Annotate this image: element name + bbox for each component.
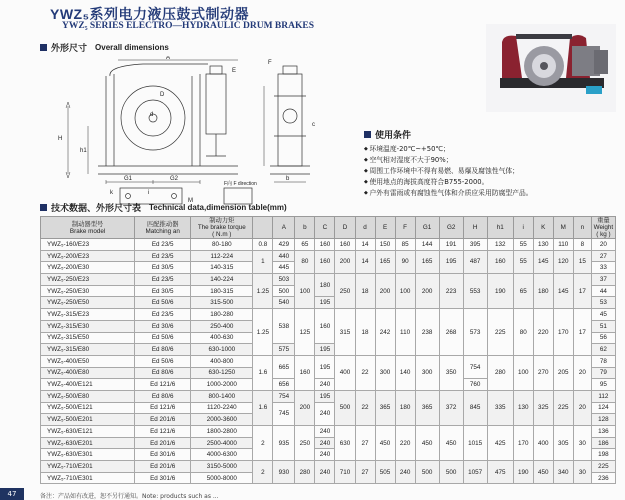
cell-n: 17: [573, 309, 591, 356]
cell-C: 195: [315, 355, 335, 378]
cell-weight: 112: [591, 390, 615, 402]
cell-F: 90: [395, 250, 415, 273]
cell-model: YWZ₅-250/E50: [41, 297, 135, 309]
col-header-b: b: [295, 217, 315, 239]
cell-G1: 238: [415, 309, 439, 356]
cell-C: 195: [315, 297, 335, 309]
col-header-i: i: [513, 217, 533, 239]
cell-C: 240: [315, 437, 335, 449]
cell-G2: 350: [439, 355, 463, 390]
cell-M: 340: [553, 461, 573, 484]
cell-weight: 124: [591, 402, 615, 414]
cell-K: 130: [533, 239, 553, 251]
cell-model: YWZ₅-630/E201: [41, 437, 135, 449]
cell-A: 445: [273, 262, 295, 274]
cell-b: 65: [295, 239, 315, 251]
cell-h1: 160: [487, 250, 513, 273]
cell-i: 170: [513, 426, 533, 461]
cell-F: 85: [395, 239, 415, 251]
condition-item: ◆ 周围工作环境中不得有易燃、易爆及腐蚀性气体；: [364, 166, 625, 177]
cell-n: 17: [573, 274, 591, 309]
cell-G2: 223: [439, 274, 463, 309]
cell-d: 14: [355, 239, 375, 251]
cell-C: 160: [315, 250, 335, 273]
cell-h1: 225: [487, 309, 513, 356]
cell-E: 300: [375, 355, 395, 390]
cell-F: 110: [395, 309, 415, 356]
cell-blank: 0.8: [253, 239, 273, 251]
cell-model: YWZ₅-400/E121: [41, 379, 135, 391]
cell-weight: 27: [591, 250, 615, 262]
cell-E: 450: [375, 426, 395, 461]
cell-C: 240: [315, 379, 335, 391]
cell-F: 240: [395, 461, 415, 484]
condition-item: ◆ 使用地点的海拔高度符合B755-2000。: [364, 177, 625, 188]
cell-n: 20: [573, 355, 591, 390]
cell-torque: 800-1400: [191, 390, 253, 402]
cell-d: 18: [355, 309, 375, 356]
cell-weight: 33: [591, 262, 615, 274]
cell-d: 18: [355, 274, 375, 309]
cell-E: 165: [375, 250, 395, 273]
cell-thruster: Ed 121/6: [135, 402, 191, 414]
cell-thruster: Ed 50/6: [135, 297, 191, 309]
cell-A: 500: [273, 285, 295, 297]
cell-d: 14: [355, 250, 375, 273]
cell-G2: 372: [439, 390, 463, 425]
cell-H: 573: [463, 309, 487, 356]
cell-model: YWZ₅-400/E80: [41, 367, 135, 379]
cell-d: 27: [355, 426, 375, 461]
col-header-blank: [253, 217, 273, 239]
cell-model: YWZ₅-500/E201: [41, 414, 135, 426]
dim-label-F: F: [268, 60, 272, 66]
cell-H: 1057: [463, 461, 487, 484]
cell-E: 505: [375, 461, 395, 484]
dim-label-H: H: [58, 136, 63, 142]
cell-G1: 500: [415, 461, 439, 484]
cell-d: 27: [355, 461, 375, 484]
col-header-A: A: [273, 217, 295, 239]
cell-G2: 268: [439, 309, 463, 356]
cell-blank: 1.6: [253, 355, 273, 390]
cell-M: 170: [553, 309, 573, 356]
cell-b: 280: [295, 461, 315, 484]
cell-thruster: Ed 23/5: [135, 309, 191, 321]
cell-thruster: Ed 23/5: [135, 274, 191, 286]
dim-label-h1: h1: [80, 148, 87, 154]
cell-E: 242: [375, 309, 395, 356]
dim-label-b: b: [286, 176, 290, 182]
cell-d: 22: [355, 390, 375, 425]
cell-torque: 180-315: [191, 285, 253, 297]
cell-weight: 225: [591, 461, 615, 473]
table-row: [41, 426, 616, 438]
table-row: [41, 309, 616, 321]
cell-thruster: Ed 201/6: [135, 437, 191, 449]
cell-A: 935: [273, 426, 295, 461]
dim-label-M: M: [188, 198, 193, 204]
table-header-row: [41, 217, 616, 239]
cell-F: 180: [395, 390, 415, 425]
cell-thruster: Ed 121/6: [135, 379, 191, 391]
cell-thruster: Ed 80/6: [135, 344, 191, 356]
cell-model: YWZ₅-160/E23: [41, 239, 135, 251]
col-header-M: M: [553, 217, 573, 239]
cell-torque: 140-224: [191, 274, 253, 286]
dim-label-d: d: [150, 112, 154, 118]
condition-item: ◆ 户外有雷雨或有腐蚀性气体和介质应采用防腐型产品。: [364, 188, 625, 199]
cell-model: YWZ₅-630/E301: [41, 449, 135, 461]
cell-weight: 44: [591, 285, 615, 297]
dim-label-G2: G2: [170, 176, 179, 182]
table-row: [41, 390, 616, 402]
col-header-D: D: [335, 217, 355, 239]
cell-thruster: Ed 80/6: [135, 390, 191, 402]
table-row: [41, 355, 616, 367]
cell-A: 754: [273, 390, 295, 402]
cell-weight: 20: [591, 239, 615, 251]
cell-blank: 2: [253, 426, 273, 461]
cell-b: 125: [295, 309, 315, 356]
cell-A: 930: [273, 461, 295, 484]
cell-torque: 5000-8000: [191, 472, 253, 484]
cell-C: 195: [315, 390, 335, 402]
section-bullet-icon: [40, 44, 47, 51]
table-row: [41, 274, 616, 286]
cell-weight: 78: [591, 355, 615, 367]
dim-label-E: E: [232, 68, 237, 74]
cell-torque: 630-1000: [191, 344, 253, 356]
cell-thruster: Ed 121/6: [135, 426, 191, 438]
cell-b: 160: [295, 355, 315, 390]
cell-K: 270: [533, 355, 553, 390]
cell-blank: 1: [253, 250, 273, 273]
cell-G1: 144: [415, 239, 439, 251]
cell-weight: 79: [591, 367, 615, 379]
cell-h1: 190: [487, 274, 513, 309]
cell-G1: 300: [415, 355, 439, 390]
cell-D: 630: [335, 426, 355, 461]
cell-torque: 4000-6300: [191, 449, 253, 461]
cell-d: 22: [355, 355, 375, 390]
cell-model: YWZ₅-710/E301: [41, 472, 135, 484]
cell-model: YWZ₅-630/E121: [41, 426, 135, 438]
cell-D: 250: [335, 274, 355, 309]
col-header-torque: 制动力矩 The brake torque ( N.m ): [191, 217, 253, 239]
cell-b: 80: [295, 250, 315, 273]
cell-torque: 250-400: [191, 320, 253, 332]
cell-blank: 1.25: [253, 274, 273, 309]
section-bullet-icon: [40, 204, 47, 211]
page-subtitle: YWZ₅ SERIES ELECTRO—HYDRAULIC DRUM BRAKES: [62, 21, 315, 31]
condition-item: ◆ 环境温度-20℃~+50℃；: [364, 144, 625, 155]
cell-E: 365: [375, 390, 395, 425]
cell-weight: 186: [591, 437, 615, 449]
cell-weight: 236: [591, 472, 615, 484]
cell-G2: 195: [439, 250, 463, 273]
col-header-F: F: [395, 217, 415, 239]
cell-blank: 1.25: [253, 309, 273, 356]
cell-thruster: Ed 30/5: [135, 262, 191, 274]
technical-data-table: [40, 216, 616, 484]
cell-weight: 53: [591, 297, 615, 309]
cell-model: YWZ₅-250/E23: [41, 274, 135, 286]
cell-torque: 400-630: [191, 332, 253, 344]
col-header-C: C: [315, 217, 335, 239]
cell-torque: 180-280: [191, 309, 253, 321]
cell-n: 30: [573, 461, 591, 484]
section-bullet-icon: [364, 131, 371, 138]
col-header-thruster: 匹配推动器 Matching an: [135, 217, 191, 239]
table-row: [41, 250, 616, 262]
cell-b: 100: [295, 274, 315, 309]
cell-h1: 280: [487, 355, 513, 390]
cell-h1: 335: [487, 390, 513, 425]
cell-K: 180: [533, 274, 553, 309]
col-header-model: 制动器型号 Brake model: [41, 217, 135, 239]
table-row: [41, 239, 616, 251]
cell-weight: 198: [591, 449, 615, 461]
f-direction-label: F向 F direction: [224, 181, 257, 187]
usage-conditions: [364, 128, 625, 199]
overall-dimensions-drawing: [48, 56, 348, 206]
cell-D: 315: [335, 309, 355, 356]
cell-torque: 2000-3600: [191, 414, 253, 426]
cell-i: 55: [513, 250, 533, 273]
cell-b: 250: [295, 426, 315, 461]
cell-i: 130: [513, 390, 533, 425]
cell-i: 190: [513, 461, 533, 484]
dim-label-G1: G1: [124, 176, 133, 182]
cell-torque: 3150-5000: [191, 461, 253, 473]
cell-G1: 200: [415, 274, 439, 309]
cell-H: 395: [463, 239, 487, 251]
brake-drum-shape: [121, 86, 185, 150]
cell-thruster: Ed 50/6: [135, 332, 191, 344]
cell-H: 553: [463, 274, 487, 309]
cell-G2: 450: [439, 426, 463, 461]
cell-torque: 112-224: [191, 250, 253, 262]
cell-A: 745: [273, 402, 295, 425]
cell-H: 754: [463, 355, 487, 378]
cell-i: 65: [513, 274, 533, 309]
cell-K: 145: [533, 250, 553, 273]
cell-A: 429: [273, 239, 295, 251]
conditions-list: [364, 144, 625, 199]
cell-A: 575: [273, 344, 295, 356]
cell-thruster: Ed 301/6: [135, 449, 191, 461]
cell-h1: 475: [487, 461, 513, 484]
cell-torque: 2500-4000: [191, 437, 253, 449]
col-header-weight: 重量 Weight ( kg ): [591, 217, 615, 239]
cell-torque: 315-500: [191, 297, 253, 309]
cell-weight: 62: [591, 344, 615, 356]
cell-torque: 400-800: [191, 355, 253, 367]
cell-weight: 37: [591, 274, 615, 286]
cell-n: 20: [573, 390, 591, 425]
cell-M: 110: [553, 239, 573, 251]
cell-i: 100: [513, 355, 533, 390]
col-header-G1: G1: [415, 217, 439, 239]
cell-model: YWZ₅-200/E23: [41, 250, 135, 262]
cell-model: YWZ₅-500/E121: [41, 402, 135, 414]
cell-i: 80: [513, 309, 533, 356]
cell-E: 150: [375, 239, 395, 251]
cell-D: 200: [335, 250, 355, 273]
cell-model: YWZ₅-315/E23: [41, 309, 135, 321]
cell-D: 710: [335, 461, 355, 484]
cell-thruster: Ed 201/6: [135, 414, 191, 426]
col-header-K: K: [533, 217, 553, 239]
cell-F: 100: [395, 274, 415, 309]
dimensions-section-heading: 外形尺寸 Overall dimensions: [40, 41, 169, 54]
cell-G1: 450: [415, 426, 439, 461]
page-number: 47: [0, 488, 24, 500]
cell-M: 205: [553, 355, 573, 390]
cell-H: 845: [463, 390, 487, 425]
cell-A: 503: [273, 274, 295, 286]
dim-label-c: c: [312, 122, 315, 128]
cell-b: 200: [295, 390, 315, 425]
cell-torque: 1800-2800: [191, 426, 253, 438]
cell-model: YWZ₅-315/E30: [41, 320, 135, 332]
cell-D: 500: [335, 390, 355, 425]
cell-torque: 80-180: [191, 239, 253, 251]
cell-H: 487: [463, 250, 487, 273]
table-row: [41, 461, 616, 473]
cell-A: 540: [273, 297, 295, 309]
col-header-H: H: [463, 217, 487, 239]
cell-A: 440: [273, 250, 295, 262]
cell-thruster: Ed 30/5: [135, 285, 191, 297]
cell-A: 665: [273, 355, 295, 378]
col-header-d: d: [355, 217, 375, 239]
col-header-G2: G2: [439, 217, 463, 239]
cell-G2: 191: [439, 239, 463, 251]
cell-weight: 95: [591, 379, 615, 391]
condition-item: ◆ 空气相对湿度不大于90%；: [364, 155, 625, 166]
cell-M: 305: [553, 426, 573, 461]
col-header-h1: h1: [487, 217, 513, 239]
dim-label-A: A: [166, 56, 171, 61]
cell-C: 160: [315, 309, 335, 344]
cell-F: 140: [395, 355, 415, 390]
cell-torque: 630-1250: [191, 367, 253, 379]
cell-blank: 1.6: [253, 390, 273, 425]
cell-weight: 56: [591, 332, 615, 344]
cell-n: 15: [573, 250, 591, 273]
cell-h1: 132: [487, 239, 513, 251]
cell-n: 30: [573, 426, 591, 461]
cell-blank: 2: [253, 461, 273, 484]
cell-H: 1015: [463, 426, 487, 461]
cell-model: YWZ₅-250/E30: [41, 285, 135, 297]
cell-torque: 1120-2240: [191, 402, 253, 414]
cell-n: 8: [573, 239, 591, 251]
cell-thruster: Ed 80/6: [135, 367, 191, 379]
cell-K: 325: [533, 390, 553, 425]
cell-model: YWZ₅-500/E80: [41, 390, 135, 402]
cell-C: 240: [315, 449, 335, 461]
conditions-heading: 使用条件: [364, 128, 625, 141]
dim-label-k: k: [110, 190, 113, 196]
cell-C: 240: [315, 426, 335, 438]
cell-thruster: Ed 30/6: [135, 320, 191, 332]
cell-thruster: Ed 50/6: [135, 355, 191, 367]
cell-model: YWZ₅-315/E50: [41, 332, 135, 344]
cell-thruster: Ed 301/6: [135, 472, 191, 484]
cell-C: 160: [315, 239, 335, 251]
cell-A: 656: [273, 379, 295, 391]
cell-C: 195: [315, 344, 335, 356]
cell-K: 450: [533, 461, 553, 484]
cell-G1: 365: [415, 390, 439, 425]
dim-label-D: D: [160, 92, 165, 98]
cell-C: 180: [315, 274, 335, 297]
cell-i: 55: [513, 239, 533, 251]
col-header-n: n: [573, 217, 591, 239]
cell-thruster: Ed 201/6: [135, 461, 191, 473]
cell-thruster: Ed 23/5: [135, 239, 191, 251]
cell-model: YWZ₅-400/E50: [41, 355, 135, 367]
dim-label-i: i: [148, 190, 150, 196]
cell-model: YWZ₅-710/E201: [41, 461, 135, 473]
cell-weight: 45: [591, 309, 615, 321]
cell-K: 220: [533, 309, 553, 356]
col-header-E: E: [375, 217, 395, 239]
page-title: YWZ₅系列电力液压鼓式制动器: [50, 6, 250, 22]
cell-torque: 1000-2000: [191, 379, 253, 391]
cell-G2: 500: [439, 461, 463, 484]
cell-M: 225: [553, 390, 573, 425]
cell-G1: 165: [415, 250, 439, 273]
cell-M: 120: [553, 250, 573, 273]
footnote: 备注：产品如有改进，恕不另行通知。Note: products such as ...: [40, 493, 219, 500]
cell-weight: 51: [591, 320, 615, 332]
cell-E: 200: [375, 274, 395, 309]
cell-weight: 128: [591, 414, 615, 426]
cell-D: 160: [335, 239, 355, 251]
cell-model: YWZ₅-315/E80: [41, 344, 135, 356]
cell-C: 240: [315, 461, 335, 484]
cell-K: 400: [533, 426, 553, 461]
cell-model: YWZ₅-200/E30: [41, 262, 135, 274]
cell-C: 240: [315, 402, 335, 425]
cell-torque: 140-315: [191, 262, 253, 274]
cell-thruster: Ed 23/5: [135, 250, 191, 262]
cell-h1: 425: [487, 426, 513, 461]
cell-D: 400: [335, 355, 355, 390]
cell-M: 145: [553, 274, 573, 309]
brake-product-photo: [486, 24, 616, 112]
cell-H: 760: [463, 379, 487, 391]
cell-F: 220: [395, 426, 415, 461]
cell-A: 538: [273, 309, 295, 344]
cell-weight: 136: [591, 426, 615, 438]
table-section-heading: 技术数据、外形尺寸表 Technical data,dimension table(mm): [40, 201, 287, 214]
